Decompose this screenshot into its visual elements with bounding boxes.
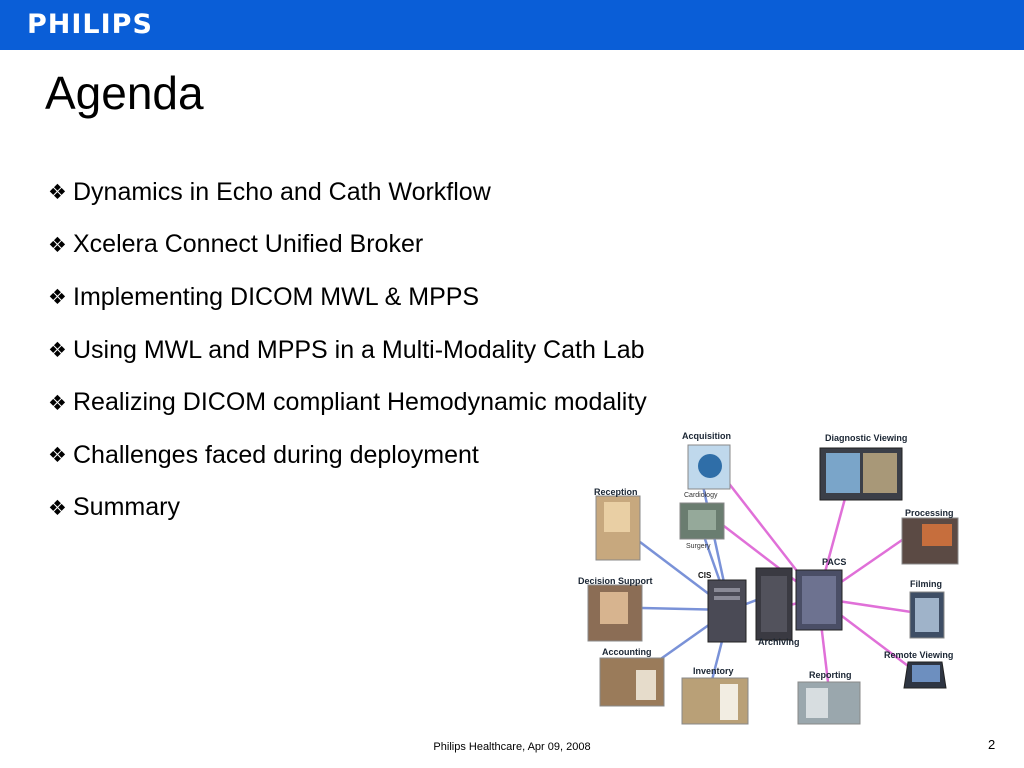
label-pacs: PACS (822, 557, 847, 567)
agenda-item: ❖ Dynamics in Echo and Cath Workflow (48, 177, 491, 206)
label-surgery: Surgery (686, 543, 711, 550)
cardiology-scan (698, 454, 722, 478)
label-cardiology: Cardiology (684, 492, 718, 499)
label-reporting: Reporting (809, 670, 852, 680)
philips-logo: PHILIPS (27, 9, 153, 40)
reception-person (604, 502, 630, 532)
agenda-item: ❖ Realizing DICOM compliant Hemodynamic modality (48, 388, 647, 417)
decision-support-person (600, 592, 628, 624)
agenda-list (48, 166, 647, 534)
cis-server-bay (714, 596, 740, 600)
label-accounting: Accounting (602, 647, 652, 657)
brand-bar (0, 0, 1024, 50)
four-diamond-bullet-icon: ❖ (48, 443, 67, 468)
surgery-scene (688, 510, 716, 530)
monitor-screen-right (863, 453, 897, 493)
four-diamond-bullet-icon: ❖ (48, 338, 67, 363)
slide-footer: Philips Healthcare, Apr 09, 2008 (433, 741, 591, 753)
healthcare-network-diagram (560, 420, 1000, 730)
laptop-screen (912, 665, 940, 682)
label-processing: Processing (905, 508, 954, 518)
four-diamond-bullet-icon: ❖ (48, 390, 67, 415)
four-diamond-bullet-icon: ❖ (48, 285, 67, 310)
four-diamond-bullet-icon: ❖ (48, 232, 67, 257)
cis-server-bay (714, 588, 740, 592)
slide-title: Agenda (45, 67, 204, 119)
archiving-server-panel (761, 576, 787, 632)
four-diamond-bullet-icon: ❖ (48, 180, 67, 205)
agenda-item: ❖ Challenges faced during deployment (48, 440, 479, 469)
inventory-photo (682, 678, 748, 724)
label-inventory: Inventory (693, 666, 734, 676)
label-decision-support: Decision Support (578, 576, 653, 586)
label-archiving: Archiving (758, 637, 800, 647)
film-sheet (915, 598, 939, 632)
monitor-screen-left (826, 453, 860, 493)
reporting-lightbox (806, 688, 828, 718)
label-filming: Filming (910, 579, 942, 589)
four-diamond-bullet-icon: ❖ (48, 495, 67, 520)
inventory-person (720, 684, 738, 720)
agenda-item: ❖ Implementing DICOM MWL & MPPS (48, 282, 480, 311)
agenda-item: ❖ Summary (48, 493, 180, 522)
pacs-server-panel (802, 576, 836, 624)
label-remote-viewing: Remote Viewing (884, 650, 954, 660)
agenda-item: ❖ Using MWL and MPPS in a Multi-Modality Cath Lab (48, 335, 645, 364)
label-cis: CIS (698, 571, 712, 580)
accounting-person (636, 670, 656, 700)
label-reception: Reception (594, 487, 638, 497)
label-acquisition: Acquisition (682, 431, 731, 441)
processing-screen (922, 524, 952, 546)
agenda-item: ❖ Xcelera Connect Unified Broker (48, 230, 424, 259)
label-diagnostic-viewing: Diagnostic Viewing (825, 433, 908, 443)
page-number: 2 (988, 737, 996, 752)
